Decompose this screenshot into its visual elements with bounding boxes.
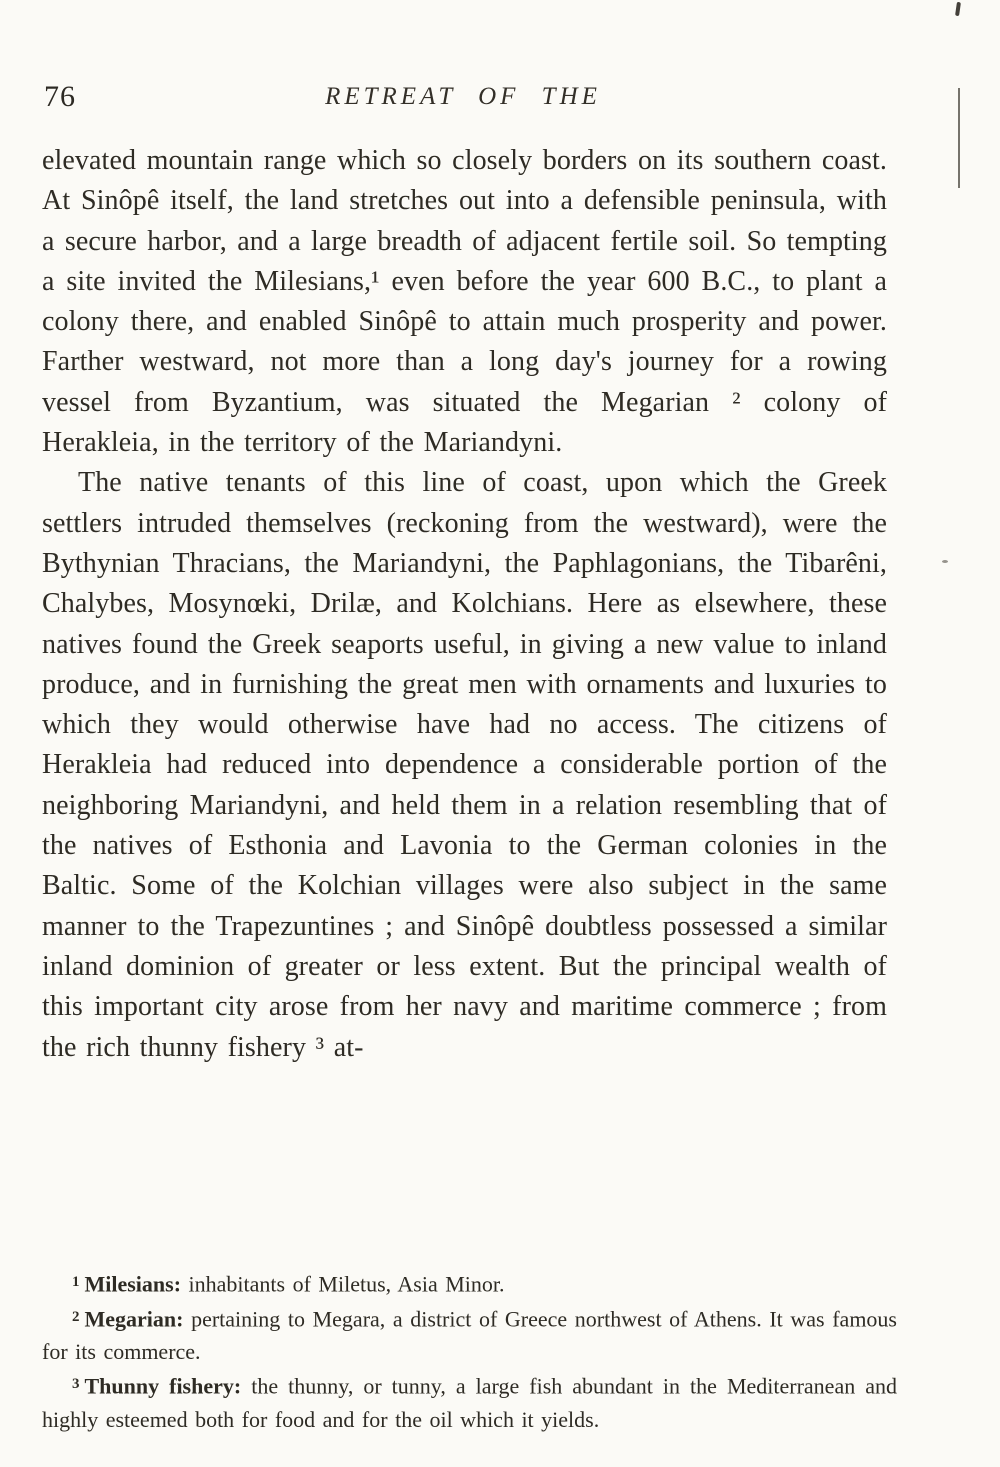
footnote-1 xyxy=(42,1266,897,1301)
running-header: RETREAT OF THE xyxy=(325,83,601,110)
page-header-row xyxy=(44,80,882,116)
page-number: 76 xyxy=(44,80,76,113)
footnote-text: inhabitants of Miletus, Asia Minor. xyxy=(181,1271,505,1297)
footnote-marker: 1 xyxy=(72,1274,80,1290)
footnotes-section xyxy=(42,1266,897,1436)
footnote-2 xyxy=(42,1301,897,1369)
footnote-term: Thunny fishery: xyxy=(84,1374,242,1400)
scan-artifact-dot xyxy=(942,560,948,563)
footnote-marker: 3 xyxy=(72,1376,80,1393)
scan-artifact-line xyxy=(958,88,960,188)
footnote-3 xyxy=(42,1368,897,1436)
paragraph-1: elevated mountain range which so closely borders on its southern coast. At Sinôpê itself, the land stretches out into a defensible peninsula, with a secure harbor, and a large breadth of adjacent fertile soil. So tempting a site invited the Milesians,¹ even before the year 600 B.C., to plant a colony there, and enabled Sinôpê to attain much prosperity and power. Farther westward, not more than a long day's journey for a rowing vessel from Byzantium, was situated the Megarian ² colony of Herakleia, in the territory of the Mariandyni. xyxy=(42,145,887,459)
body-text xyxy=(42,141,887,1068)
scan-artifact-mark xyxy=(955,2,961,16)
footnote-marker: 2 xyxy=(72,1308,80,1325)
footnote-text: pertaining to Megara, a district of Greece northwest of Athens. It was famous for its commerce. xyxy=(42,1306,897,1365)
footnote-text: the thunny, or tunny, a large fish abundant in the Mediterranean and highly esteemed both for food and for the oil which it yields. xyxy=(42,1374,897,1433)
paragraph-2: The native tenants of this line of coast, upon which the Greek settlers intruded themselves (reckoning from the westward), were the Bythynian Thracians, the Mariandyni, the Paphlagonians, the Tibarêni, Chalybes, Mosynœki, Drilæ, and Kolchians. Here as elsewhere, these natives found the Greek seaports useful, in giving a new value to inland produce, and in furnishing the great men with ornaments and luxuries to which they would otherwise have had no access. The citizens of Herakleia had reduced into dependence a considerable portion of the neighboring Mariandyni, and held them in a relation resembling that of the natives of Esthonia and Lavonia to the German colonies in the Baltic. Some of the Kolchian villages were also subject in the same manner to the Trapezuntines ; and Sinôpê doubtless possessed a similar inland dominion of greater or less extent. But the principal wealth of this important city arose from her navy and maritime commerce ; from the rich thunny fishery ³ at- xyxy=(42,467,887,1063)
footnote-term: Megarian: xyxy=(84,1306,184,1332)
footnote-term: Milesians: xyxy=(84,1271,182,1297)
